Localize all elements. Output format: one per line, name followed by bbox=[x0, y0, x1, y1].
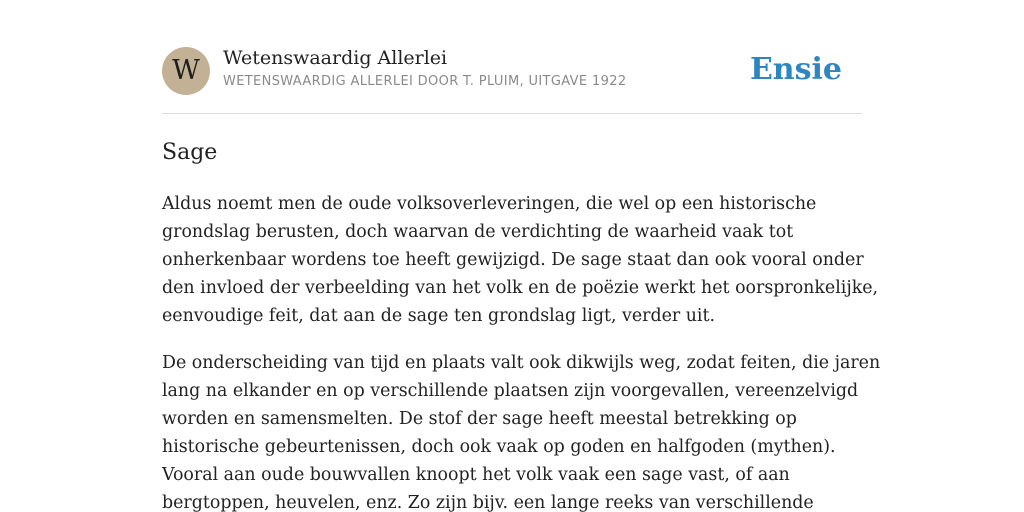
paragraph-line: Vooral aan oude bouwvallen knoopt het volk vaak een sage vast, of aan bbox=[162, 465, 790, 485]
ensie-logo-link[interactable]: Ensie bbox=[749, 52, 842, 87]
article-paragraph bbox=[162, 349, 881, 512]
source-title[interactable]: Wetenswaardig Allerlei bbox=[223, 47, 448, 69]
paragraph-line: onherkenbaar wordens toe heeft gewijzigd. De sage staat dan ook vooral onder bbox=[162, 250, 864, 270]
paragraph-line: grondslag berusten, doch waarvan de verdichting de waarheid vaak tot bbox=[162, 222, 794, 242]
source-subtitle: WETENSWAARDIG ALLERLEI DOOR T. PLUIM, UITGAVE 1922 bbox=[223, 74, 627, 89]
article-title: Sage bbox=[162, 140, 218, 165]
paragraph-line: historische gebeurtenissen, doch ook vaak op goden en halfgoden (mythen). bbox=[162, 437, 836, 457]
paragraph-line: worden en samensmelten. De stof der sage heeft meestal betrekking op bbox=[162, 409, 797, 429]
header-divider bbox=[162, 113, 862, 114]
source-avatar[interactable]: W bbox=[162, 47, 210, 95]
paragraph-line: bergtoppen, heuvelen, enz. Zo zijn bijv. een lange reeks van verschillende bbox=[162, 493, 814, 512]
article-body bbox=[162, 190, 881, 512]
paragraph-line: lang na elkander en op verschillende plaatsen zijn voorgevallen, vereenzelvigd bbox=[162, 381, 859, 401]
paragraph-line: De onderscheiding van tijd en plaats valt ook dikwijls weg, zodat feiten, die jaren bbox=[162, 353, 881, 373]
paragraph-line: den invloed der verbeelding van het volk en de poëzie werkt het oorspronkelijke, bbox=[162, 278, 879, 298]
source-header bbox=[162, 46, 862, 96]
paragraph-line: eenvoudige feit, dat aan de sage ten grondslag ligt, verder uit. bbox=[162, 306, 715, 326]
article-paragraph bbox=[162, 190, 879, 330]
paragraph-line: Aldus noemt men de oude volksoverleveringen, die wel op een historische bbox=[162, 194, 817, 214]
